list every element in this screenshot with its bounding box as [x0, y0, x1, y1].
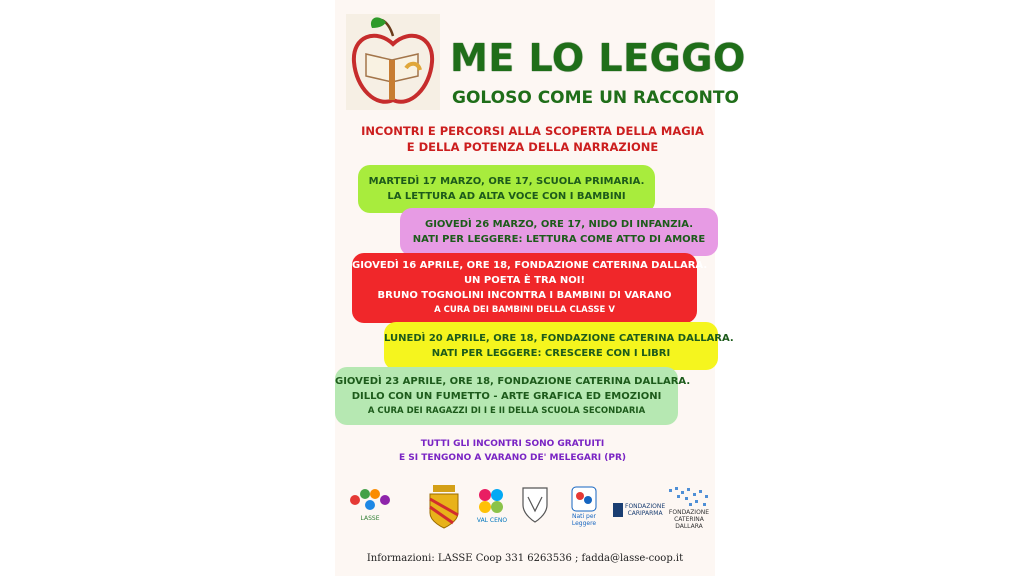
npl-label-2: Leggere: [571, 520, 597, 527]
dallara-label-1: FONDAZIONE: [668, 509, 710, 516]
intro-line-2: E DELLA POTENZA DELLA NARRAZIONE: [406, 140, 659, 154]
intro-text: [360, 123, 705, 155]
event-2-line-1: GIOVEDÌ 26 MARZO, ORE 17, NIDO DI INFANZIA.: [425, 219, 693, 230]
event-5-line-1: GIOVEDÌ 23 APRILE, ORE 18, FONDAZIONE CATERINA DALLARA.: [335, 375, 691, 387]
event-3-line-2: UN POETA È TRA NOI!: [463, 275, 586, 286]
poster-subtitle: GOLOSO COME UN RACCONTO: [452, 88, 739, 108]
valceno-label: VAL CENO: [476, 517, 508, 524]
coat-of-arms-icon: [427, 485, 461, 529]
event-1-line-1: MARTEDÌ 17 MARZO, ORE 17, SCUOLA PRIMARIA.: [368, 176, 645, 187]
dallara-label-3: DALLARA: [675, 523, 703, 530]
dallara-mark-icon: [667, 485, 711, 509]
cariparma-label-1: FONDAZIONE: [625, 503, 666, 510]
partner-logos: [345, 485, 720, 535]
cariparma-mark-icon: [613, 503, 623, 517]
footer-line-1: TUTTI GLI INCONTRI SONO GRATUITI: [420, 439, 605, 449]
apple-book-logo: [346, 14, 440, 110]
nati-per-leggere-logo: [570, 485, 598, 527]
school-crest-icon: [520, 485, 550, 525]
footer-note: [360, 437, 665, 465]
event-card-5: [335, 367, 691, 425]
nati-per-leggere-mark-icon: [570, 485, 598, 513]
valceno-mark-icon: [475, 485, 509, 517]
event-3-line-3: BRUNO TOGNOLINI INCONTRA I BAMBINI DI VARANO: [377, 290, 672, 301]
event-card-4: [384, 322, 734, 370]
lasse-mark-icon: [345, 485, 395, 515]
fondazione-cariparma-logo: [613, 503, 665, 517]
event-1-line-2: LA LETTURA AD ALTA VOCE CON I BAMBINI: [387, 191, 626, 202]
footer-line-2: E SI TENGONO A VARANO DE' MELEGARI (PR): [398, 453, 627, 463]
event-card-2: [400, 208, 718, 256]
cariparma-label-2: CARIPARMA: [627, 510, 663, 517]
event-4-line-2: NATI PER LEGGERE: CRESCERE CON I LIBRI: [431, 348, 671, 359]
school-logo: [520, 485, 550, 525]
event-4-line-1: LUNEDÌ 20 APRILE, ORE 18, FONDAZIONE CATERINA DALLARA.: [384, 333, 734, 344]
intro-line-1: INCONTRI E PERCORSI ALLA SCOPERTA DELLA MAGIA: [361, 124, 704, 138]
lasse-logo: [345, 485, 395, 522]
lasse-label: LASSE: [360, 515, 380, 522]
valceno-logo: [475, 485, 509, 524]
event-5-line-3: A CURA DEI RAGAZZI DI I E II DELLA SCUOLA SECONDARIA: [367, 405, 646, 416]
event-card-3: [352, 253, 708, 323]
event-5-line-2: DILLO CON UN FUMETTO - ARTE GRAFICA ED EMOZIONI: [351, 390, 662, 402]
dallara-label-2: CATERINA: [674, 516, 704, 523]
contact-info: Informazioni: LASSE Coop 331 6263536 ; fadda@lasse-coop.it: [366, 553, 684, 564]
poster-title: ME LO LEGGO: [450, 36, 746, 80]
event-3-line-1: GIOVEDÌ 16 APRILE, ORE 18, FONDAZIONE CATERINA DALLARA.: [352, 260, 708, 271]
event-card-1: [358, 165, 655, 213]
event-3-line-4: A CURA DEI BAMBINI DELLA CLASSE V: [434, 305, 615, 315]
event-2-line-2: NATI PER LEGGERE: LETTURA COME ATTO DI AMORE: [412, 234, 706, 245]
npl-label-1: Nati per: [571, 513, 597, 520]
municipality-crest: [427, 485, 461, 529]
fondazione-dallara-logo: [667, 485, 711, 530]
